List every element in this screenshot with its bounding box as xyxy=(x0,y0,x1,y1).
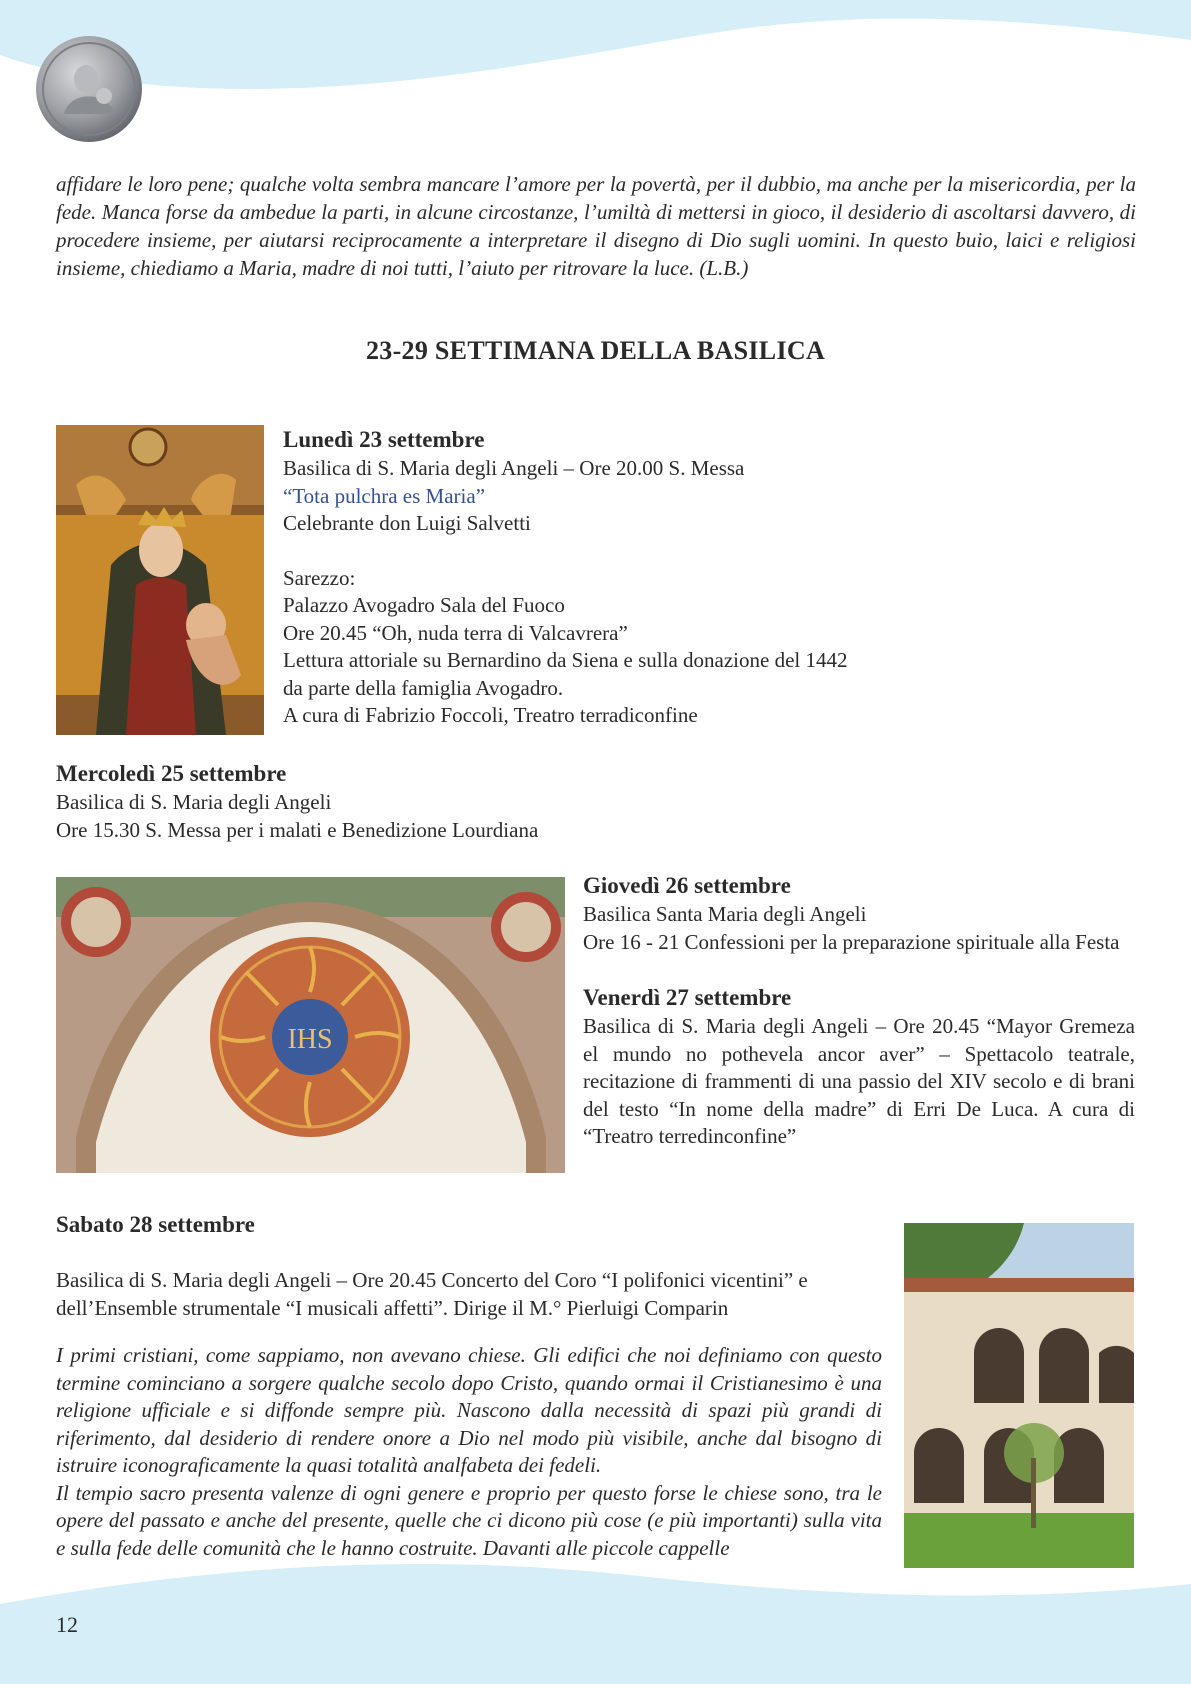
monday-description-2: da parte della famiglia Avogadro. xyxy=(283,675,564,700)
monday-description-1: Lettura attoriale su Bernardino da Siena e sulla donazione del 1442 xyxy=(283,648,848,672)
saturday-italic-paragraph-1: I primi cristiani, come sappiamo, non avevano chiese. Gli edifici che noi definiamo con questo termine cominciano a sorgere qualche secolo dopo Cristo, quando ormai il Cristianesimo è una religione ufficiale e si diffonde sempre più. Nascono dalla necessità di spazi più grandi di riferimento, dal desiderio di rendere onore a Dio nel modo più visibile, anche dal bisogno di istruire iconograficamente la quasi totalità analfabeta dei fedeli. xyxy=(56,1343,882,1477)
monday-venue: Palazzo Avogadro Sala del Fuoco xyxy=(283,593,565,617)
saturday-text: Basilica di S. Maria degli Angeli – Ore 20.45 Concerto del Coro “I polifonici vicentini” e dell’Ensemble strumentale “I musicali affetti”. Dirige il M.° Pierluigi Comparin xyxy=(56,1268,808,1320)
ihs-lunette-fresco-image xyxy=(56,877,565,1173)
monday-celebrant: Celebrante don Luigi Salvetti xyxy=(283,511,531,535)
friday-heading: Venerdì 27 settembre xyxy=(583,985,792,1010)
thursday-line-2: Ore 16 - 21 Confessioni per la preparazione spirituale alla Festa xyxy=(583,929,1120,954)
monday-heading: Lunedì 23 settembre xyxy=(283,427,485,452)
thursday-line-1: Basilica Santa Maria degli Angeli xyxy=(583,902,867,926)
saturday-heading: Sabato 28 settembre xyxy=(56,1212,255,1237)
top-wave-decoration xyxy=(0,0,1191,110)
intro-paragraph: affidare le loro pene; qualche volta sembra mancare l’amore per la povertà, per il dubbio, ma anche per la misericordia, per la fede. Manca forse da ambedue la parti, in alcune circostanze, l’umiltà di mettersi in gioco, il desiderio di ascoltarsi davvero, di procedere insieme, per aiutarsi reciprocamente a interpretare il disegno di Dio sugli uomini. In questo buio, laici e religiosi insieme, chiediamo a Maria, madre di noi tutti, l’aiuto per ritrovare la luce. (L.B.) xyxy=(56,172,1136,280)
page-number: 12 xyxy=(56,1612,78,1637)
wednesday-line-1: Basilica di S. Maria degli Angeli xyxy=(56,790,332,814)
monday-place: Sarezzo: xyxy=(283,565,356,590)
ihs-monogram: IHS xyxy=(287,1024,333,1055)
wednesday-heading: Mercoledì 25 settembre xyxy=(56,761,287,786)
medallion-logo xyxy=(34,34,144,144)
thursday-heading: Giovedì 26 settembre xyxy=(583,873,791,898)
saturday-italic-paragraph-2: Il tempio sacro presenta valenze di ogni genere e proprio per questo forse le chiese sono, tra le opere del passato e anche del presente, quelle che ci dicono più cose (e più importanti) sulla vita e sulla fede delle comunità che le hanno costruite. Davanti alle piccole cappelle xyxy=(56,1480,882,1560)
cloister-photo-image xyxy=(904,1223,1134,1568)
section-title: 23-29 SETTIMANA DELLA BASILICA xyxy=(365,336,826,365)
madonna-fresco-image xyxy=(56,425,264,735)
wednesday-line-2: Ore 15.30 S. Messa per i malati e Benedizione Lourdiana xyxy=(56,817,539,842)
friday-text: Basilica di S. Maria degli Angeli – Ore 20.45 “Mayor Gremeza el mundo no pothevela ancor aver” – Spettacolo teatrale, recitazione di frammenti di una passio del XIV secolo e di brani del testo “In nome della madre” di Erri De Luca. A cura di “Treatro terredinconfine” xyxy=(583,1014,1135,1148)
monday-show: Ore 20.45 “Oh, nuda terra di Valcavrera” xyxy=(283,620,628,645)
monday-curator: A cura di Fabrizio Foccoli, Treatro terradiconfine xyxy=(283,703,698,727)
monday-quote: “Tota pulchra es Maria” xyxy=(283,483,486,508)
monday-mass-line: Basilica di S. Maria degli Angeli – Ore 20.00 S. Messa xyxy=(283,456,745,480)
